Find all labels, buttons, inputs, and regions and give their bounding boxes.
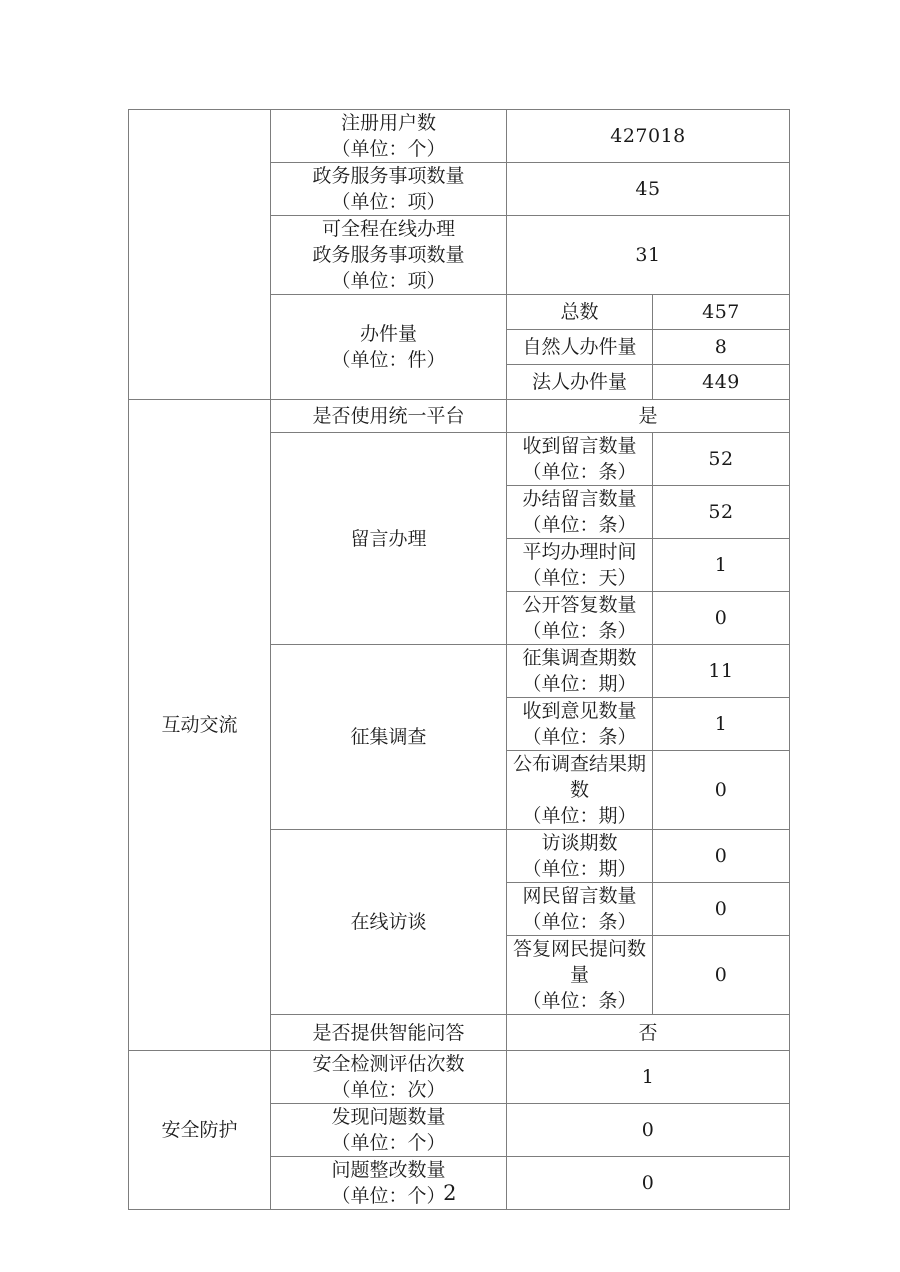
unit-line: （单位：条） bbox=[522, 726, 637, 748]
annual-report-statistics-table bbox=[128, 109, 790, 1210]
netizen-messages-value: 0 bbox=[653, 883, 790, 936]
table-row bbox=[129, 1051, 790, 1104]
registered-users-value: 427018 bbox=[507, 110, 790, 163]
label-line: 网民留言数量 bbox=[522, 885, 637, 907]
label-line: 问题整改数量 bbox=[331, 1159, 446, 1181]
smart-qa-label: 是否提供智能问答 bbox=[271, 1015, 507, 1051]
survey-periods-label bbox=[507, 645, 653, 698]
label-line: 平均办理时间 bbox=[522, 541, 637, 563]
service-items-label bbox=[271, 163, 507, 216]
label-line: 收到留言数量 bbox=[522, 435, 637, 457]
unit-line: （单位：天） bbox=[522, 567, 637, 589]
label-line: 公布调查结果期数 bbox=[512, 753, 646, 801]
unit-line: （单位：个） bbox=[331, 1185, 446, 1207]
label-line: 办结留言数量 bbox=[522, 488, 637, 510]
message-handling-label: 留言办理 bbox=[271, 433, 507, 645]
messages-received-label bbox=[507, 433, 653, 486]
label-line: 办件量 bbox=[359, 323, 417, 345]
table-row bbox=[129, 400, 790, 433]
unit-line: （单位：条） bbox=[522, 514, 637, 536]
replies-to-netizens-value: 0 bbox=[653, 936, 790, 1015]
unit-line: （单位：条） bbox=[522, 620, 637, 642]
unit-line: （单位：件） bbox=[331, 349, 446, 371]
cases-natural-person-value: 8 bbox=[653, 330, 790, 365]
unit-line: （单位：期） bbox=[522, 858, 637, 880]
survey-label: 征集调查 bbox=[271, 645, 507, 830]
cases-legal-person-value: 449 bbox=[653, 365, 790, 400]
problems-rectified-value: 0 bbox=[507, 1157, 790, 1210]
category-security: 安全防护 bbox=[129, 1051, 271, 1210]
page-number: 2 bbox=[443, 1181, 457, 1205]
unit-line: （单位：条） bbox=[522, 461, 637, 483]
label-line: 政务服务事项数量 bbox=[312, 165, 465, 187]
label-line: 公开答复数量 bbox=[522, 594, 637, 616]
label-line: 访谈期数 bbox=[541, 832, 618, 854]
cases-natural-person-label: 自然人办件量 bbox=[507, 330, 653, 365]
unit-line: （单位：期） bbox=[522, 805, 637, 827]
avg-handling-time-value: 1 bbox=[653, 539, 790, 592]
unified-platform-label: 是否使用统一平台 bbox=[271, 400, 507, 433]
online-interview-label: 在线访谈 bbox=[271, 830, 507, 1015]
unit-line: （单位：期） bbox=[522, 673, 637, 695]
messages-completed-label bbox=[507, 486, 653, 539]
online-full-process-value: 31 bbox=[507, 216, 790, 295]
cases-total-value: 457 bbox=[653, 295, 790, 330]
cases-label bbox=[271, 295, 507, 400]
survey-results-published-label bbox=[507, 751, 653, 830]
messages-completed-value: 52 bbox=[653, 486, 790, 539]
security-assessment-value: 1 bbox=[507, 1051, 790, 1104]
category-interaction: 互动交流 bbox=[129, 400, 271, 1051]
label-line: 注册用户数 bbox=[340, 112, 436, 134]
interview-periods-label bbox=[507, 830, 653, 883]
label-line: 安全检测评估次数 bbox=[312, 1053, 465, 1075]
cases-legal-person-label: 法人办件量 bbox=[507, 365, 653, 400]
label-line: 征集调查期数 bbox=[522, 647, 637, 669]
interview-periods-value: 0 bbox=[653, 830, 790, 883]
replies-to-netizens-label bbox=[507, 936, 653, 1015]
label-line: 可全程在线办理 bbox=[321, 218, 455, 240]
online-full-process-label bbox=[271, 216, 507, 295]
unit-line: （单位：次） bbox=[331, 1079, 446, 1101]
security-assessment-label bbox=[271, 1051, 507, 1104]
public-replies-value: 0 bbox=[653, 592, 790, 645]
survey-results-published-value: 0 bbox=[653, 751, 790, 830]
label-line: 发现问题数量 bbox=[331, 1106, 446, 1128]
messages-received-value: 52 bbox=[653, 433, 790, 486]
problems-found-label bbox=[271, 1104, 507, 1157]
unit-line: （单位：条） bbox=[522, 990, 637, 1012]
unified-platform-value: 是 bbox=[507, 400, 790, 433]
unit-line: （单位：个） bbox=[331, 1132, 446, 1154]
cases-total-label: 总数 bbox=[507, 295, 653, 330]
survey-periods-value: 11 bbox=[653, 645, 790, 698]
unit-line: （单位：条） bbox=[522, 911, 637, 933]
problems-found-value: 0 bbox=[507, 1104, 790, 1157]
avg-handling-time-label bbox=[507, 539, 653, 592]
unit-line: （单位：个） bbox=[331, 138, 446, 160]
public-replies-label bbox=[507, 592, 653, 645]
netizen-messages-label bbox=[507, 883, 653, 936]
table-row bbox=[129, 110, 790, 163]
label-line: 收到意见数量 bbox=[522, 700, 637, 722]
unit-line: （单位：项） bbox=[331, 191, 446, 213]
category-cell-empty bbox=[129, 110, 271, 400]
service-items-value: 45 bbox=[507, 163, 790, 216]
opinions-received-label bbox=[507, 698, 653, 751]
opinions-received-value: 1 bbox=[653, 698, 790, 751]
unit-line: （单位：项） bbox=[331, 270, 446, 292]
label-line: 答复网民提问数量 bbox=[512, 938, 646, 986]
registered-users-label bbox=[271, 110, 507, 163]
smart-qa-value: 否 bbox=[507, 1015, 790, 1051]
label-line: 政务服务事项数量 bbox=[312, 244, 465, 266]
